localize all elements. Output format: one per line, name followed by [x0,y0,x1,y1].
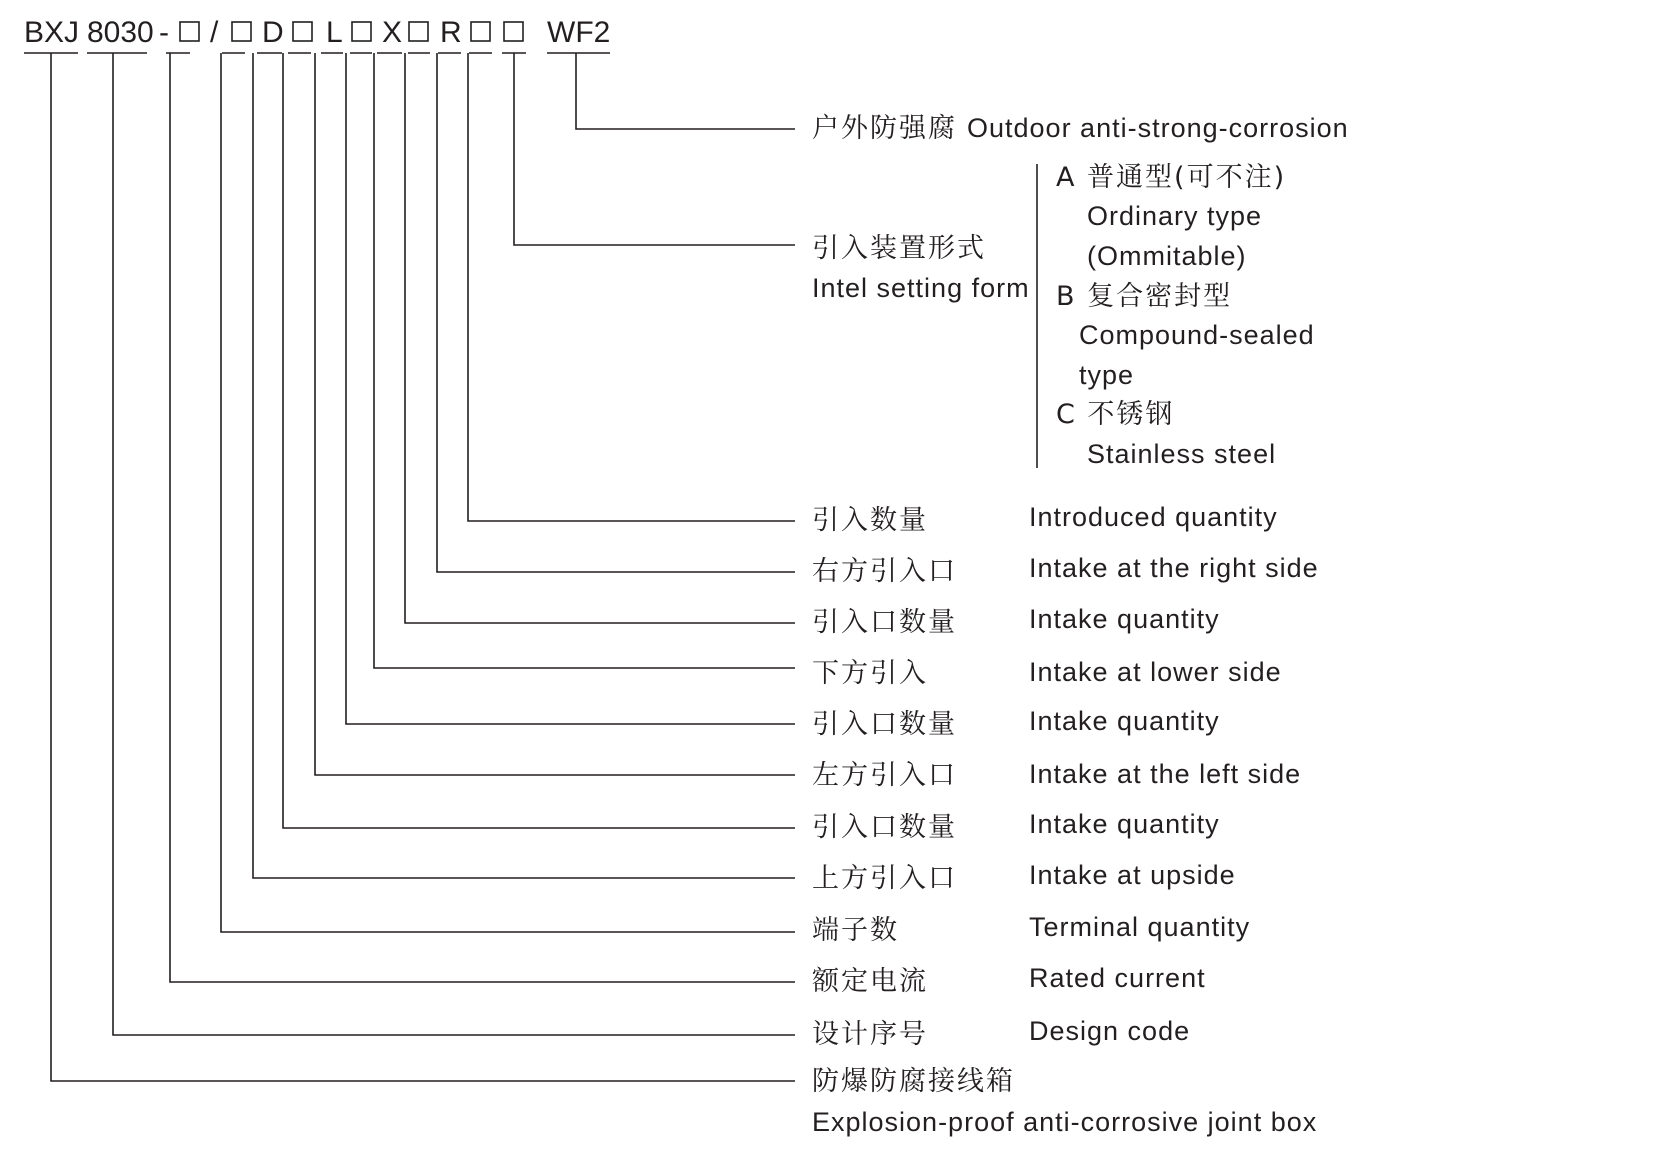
intake-form-en: Intel setting form [812,273,1030,303]
code-letter-x: X [382,16,403,49]
option-a-en-line2: (Ommitable) [1087,241,1247,271]
option-c-en: Stainless steel [1087,439,1277,469]
joint-box-label [812,1066,1317,1137]
code-letter-l: L [326,16,343,49]
row-en: Intake at the left side [1029,759,1302,789]
option-b-en-line2: type [1079,360,1135,390]
leader-left-quantity [283,53,795,828]
row-en: Introduced quantity [1029,502,1278,532]
option-b-cn: B 复合密封型 [1056,281,1233,312]
joint-box-cn: 防爆防腐接线箱 [812,1066,1015,1097]
placeholder-box-rated-current [180,22,199,41]
row-cn: 引入口数量 [812,812,957,843]
leader-right-quantity [405,53,795,623]
row-en: Design code [1029,1016,1191,1046]
row-en: Rated current [1029,963,1206,993]
code-letter-r: R [440,16,462,49]
row-labels [812,502,1319,1050]
row-cn: 上方引入口 [812,863,957,894]
option-b-en-line1: Compound-sealed [1079,320,1315,350]
row-cn: 右方引入口 [812,556,957,587]
leader-upside [253,53,795,878]
leader-intake-form [514,53,795,245]
code-suffix: WF2 [547,16,611,49]
leader-introduced-quantity [468,53,795,521]
intake-form-cn: 引入装置形式 [812,233,986,264]
intake-form-label [812,162,1315,469]
outdoor-cn: 户外防强腐 [812,113,957,144]
row-cn: 左方引入口 [812,760,957,791]
row-en: Intake quantity [1029,604,1220,634]
row-en: Terminal quantity [1029,912,1251,942]
outdoor-en: Outdoor anti-strong-corrosion [967,113,1349,143]
option-a-cn: A 普通型(可不注) [1056,162,1287,193]
placeholder-box-terminal [232,22,251,41]
leader-terminal [221,53,795,932]
leader-lines [51,53,795,1081]
leader-right-side [437,53,795,572]
placeholder-box-upside-qty [293,22,312,41]
row-cn: 引入口数量 [812,709,957,740]
row-cn: 端子数 [812,915,899,946]
placeholder-box-lower-qty [409,22,428,41]
row-en: Intake at upside [1029,860,1236,890]
code-slash: / [210,16,219,49]
row-cn: 引入口数量 [812,607,957,638]
row-cn: 引入数量 [812,505,928,536]
row-en: Intake quantity [1029,706,1220,736]
placeholder-box-intake-form [504,22,523,41]
placeholder-box-left-qty [352,22,371,41]
row-cn: 下方引入 [812,658,928,689]
option-c-cn: C 不锈钢 [1056,399,1175,430]
row-en: Intake at lower side [1029,657,1282,687]
outdoor-label [812,113,1349,144]
leader-joint-box [51,53,795,1081]
placeholder-box-introduced-qty [471,22,490,41]
option-a-en-line1: Ordinary type [1087,201,1263,231]
leader-design-code [113,53,795,1035]
leader-rated-current [170,53,795,982]
row-en: Intake at the right side [1029,553,1319,583]
joint-box-en: Explosion-proof anti-corrosive joint box [812,1107,1318,1137]
model-code [24,16,610,53]
code-letter-d: D [262,16,284,49]
code-prefix: BXJ [24,16,80,49]
leader-left-side [315,53,795,775]
leader-outdoor [576,53,795,129]
row-en: Intake quantity [1029,809,1220,839]
code-design-number: 8030 [87,16,154,49]
row-cn: 设计序号 [812,1019,928,1050]
row-cn: 额定电流 [812,966,928,997]
code-dash: - [159,16,169,49]
